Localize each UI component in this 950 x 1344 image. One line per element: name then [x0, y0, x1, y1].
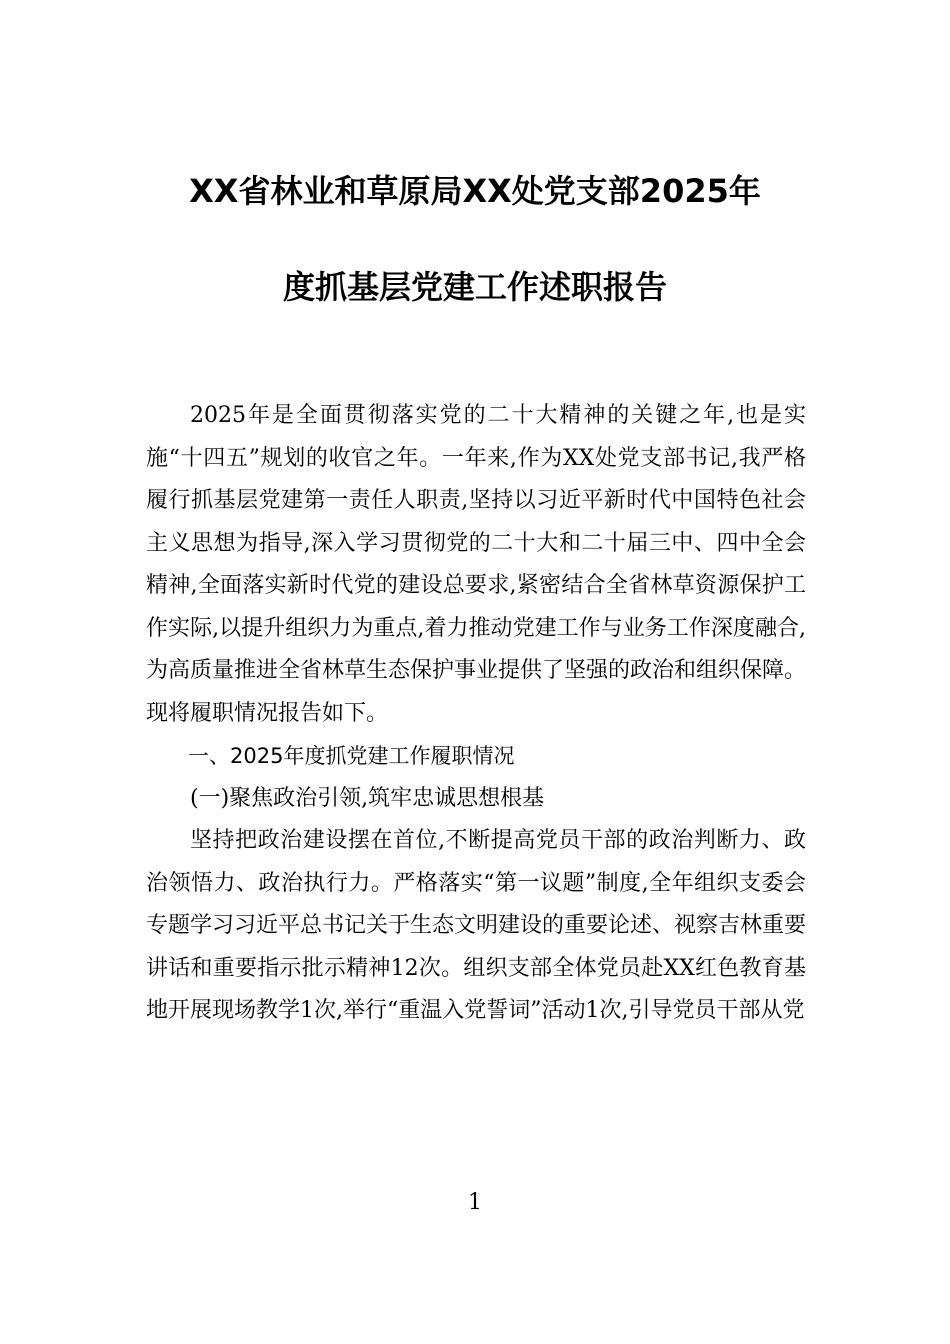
intro-paragraph: 2025年是全面贯彻落实党的二十大精神的关键之年,也是实施“十四五”规划的收官之年。一年来,作为XX处党支部书记,我严格履行抓基层党建第一责任人职责,坚持以习近平新时代中国特色社会主义思想为指导,深入学习贯彻党的二十大和二十届三中、四中全会精神,全面落实新时代党的建设总要求,紧密结合全省林草资源保护工作实际,以提升组织力为重点,着力推动党建工作与业务工作深度融合,为高质量推进全省林草生态保护事业提供了坚强的政治和组织保障。现将履职情况报告如下。 [146, 403, 807, 726]
document-title-line-2: 度抓基层党建工作述职报告 [282, 268, 667, 306]
section-heading: 一、2025年度抓党建工作履职情况 [188, 744, 515, 768]
body-paragraph: 坚持把政治建设摆在首位,不断提高党员干部的政治判断力、政治领悟力、政治执行力。严格落实“第一议题”制度,全年组织支委会专题学习习近平总书记关于生态文明建设的重要论述、视察吉林重要讲话和重要指示批示精神12次。组织支部全体党员赴XX红色教育基地开展现场教学1次,举行“重温入党誓词”活动1次,引导党员干部从党 [146, 828, 807, 1023]
document-body [146, 395, 806, 1033]
document-title-line-1: XX省林业和草原局XX处党支部2025年 [189, 172, 761, 210]
page-number: 1 [468, 1190, 482, 1215]
subsection-heading: (一)聚焦政治引领,筑牢忠诚思想根基 [190, 785, 545, 811]
